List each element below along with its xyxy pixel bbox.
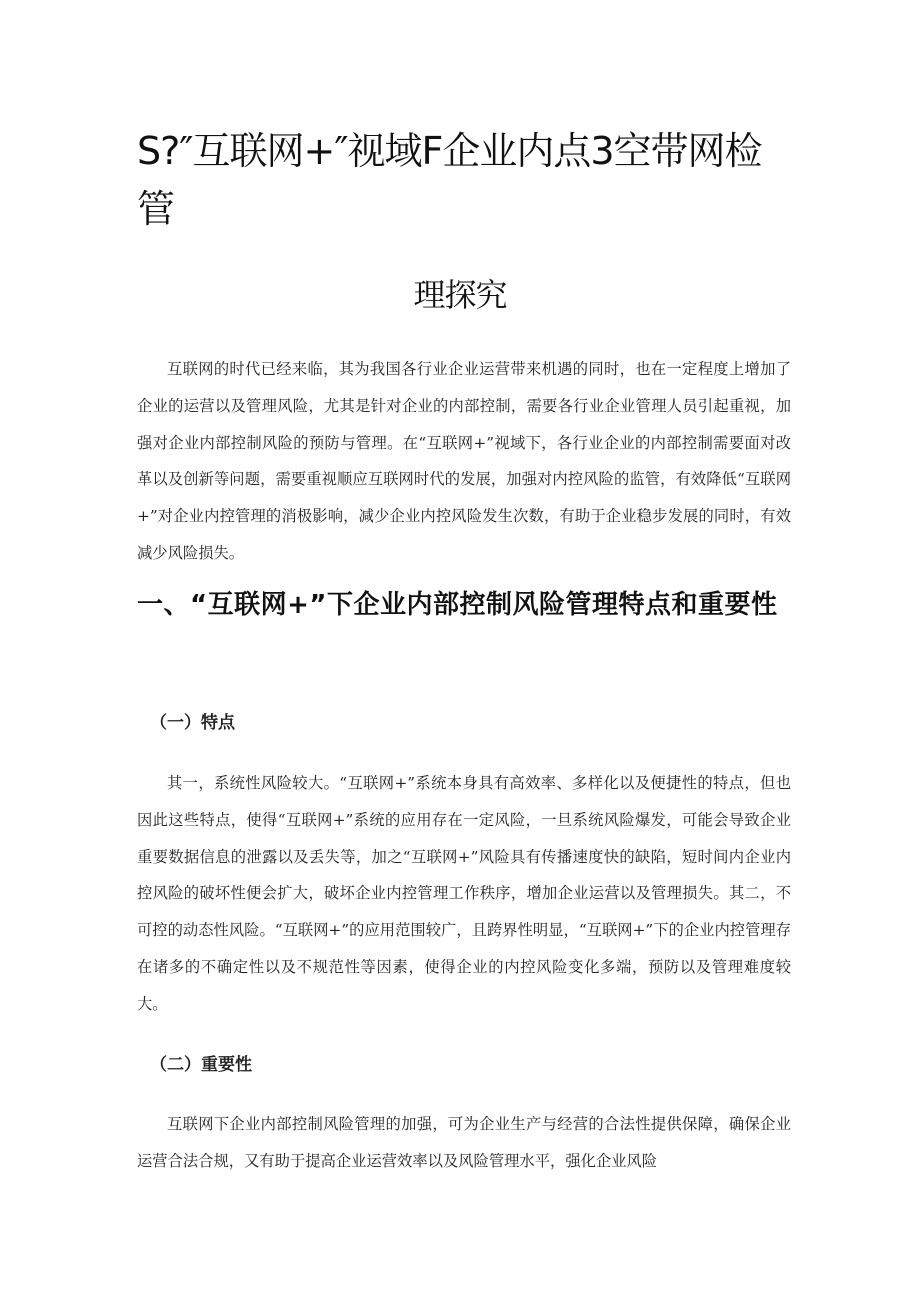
features-paragraph: 其一，系统性风险较大。“互联网+”系统本身具有高效率、多样化以及便捷性的特点，但也因此这些特点，使得“互联网+”系统的应用存在一定风险，一旦系统风险爆发，可能会导致企业重要数据信息的泄露以及丢失等，加之“互联网+”风险具有传播速度快的缺陷，短时间内企业内控风险的破坏性便会扩大，破坏企业内控管理工作秩序，增加企业运营以及管理损失。其二，不可控的动态性风险。“互联网+”的应用范围较广，且跨界性明显，“互联网+”下的企业内控管理存在诸多的不确定性以及不规范性等因素，使得企业的内控风险变化多端，预防以及管理难度较大。	[137, 774, 791, 1013]
subsection-heading-features: （一）特点	[150, 713, 235, 733]
section-heading-1: 一、“互联网+”下企业内部控制风险管理特点和重要性	[137, 590, 778, 620]
document-title	[137, 122, 797, 238]
intro-paragraph: 互联网的时代已经来临，其为我国各行业企业运营带来机遇的同时，也在一定程度上增加了企业的运营以及管理风险，尤其是针对企业的内部控制，需要各行业企业管理人员引起重视，加强对企业内部控制风险的预防与管理。在“互联网+”视域下，各行业企业的内部控制需要面对改革以及创新等问题，需要重视顺应互联网时代的发展，加强对内控风险的监管，有效降低“互联网+”对企业内控管理的消极影响，减少企业内控风险发生次数，有助于企业稳步发展的同时，有效减少风险损失。	[137, 360, 791, 562]
title-line-1: S?″互联网+″视域F企业内点3空带网检	[137, 129, 762, 173]
importance-paragraph: 互联网下企业内部控制风险管理的加强，可为企业生产与经营的合法性提供保障，确保企业运营合法合规，又有助于提高企业运营效率以及风险管理水平，强化企业风险	[137, 1115, 791, 1170]
title-line-2: 管	[137, 187, 175, 231]
document-subtitle: 理探究	[413, 276, 507, 314]
subsection-heading-importance: （二）重要性	[150, 1055, 252, 1075]
